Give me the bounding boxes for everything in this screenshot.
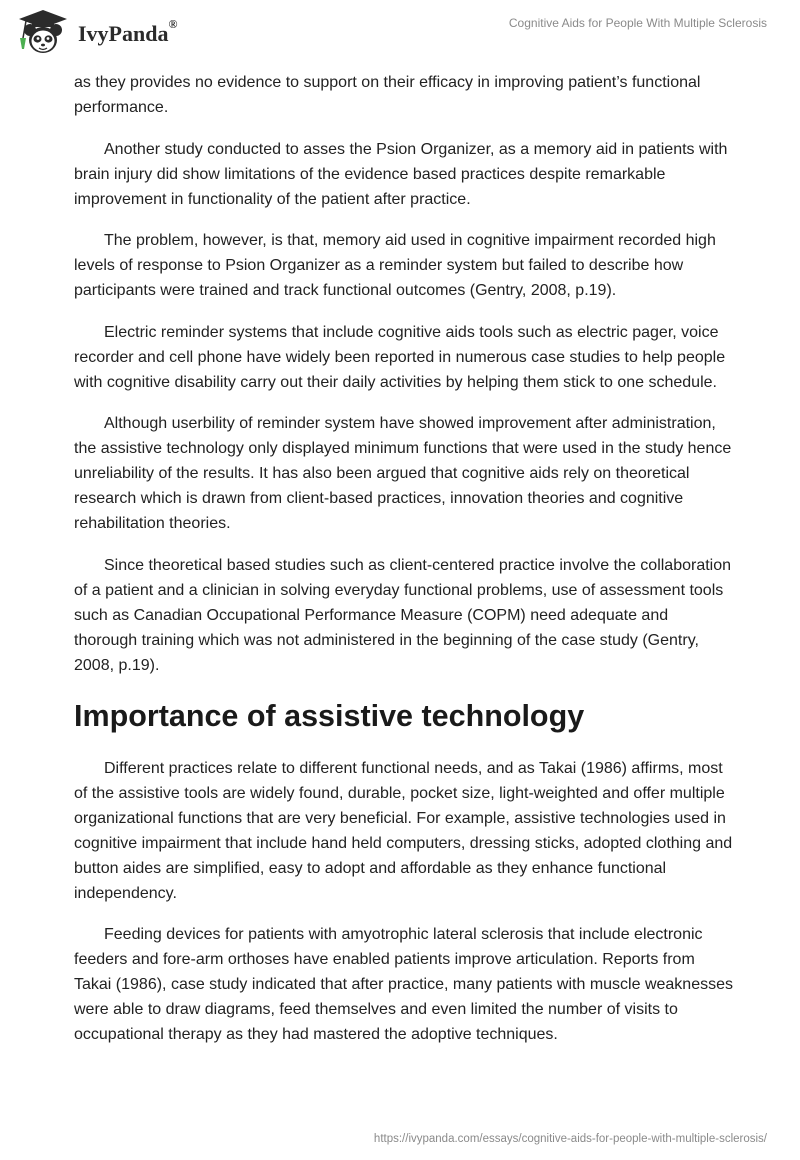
brand-name: IvyPanda®	[78, 17, 178, 46]
paragraph: Since theoretical based studies such as client-centered practice involve the collaboration of a patient and a clinician in solving everyday functional problems, use of assessment tools such as Canadian Occupational Performance Measure (COPM) need adequate and thorough training which was not administered in the beginning of the case study (Gentry, 2008, p.19).	[74, 556, 732, 674]
article-body	[74, 70, 734, 1064]
panda-logo-icon	[14, 8, 72, 58]
source-url[interactable]: https://ivypanda.com/essays/cognitive-aids-for-people-with-multiple-sclerosis/	[373, 1133, 767, 1145]
paragraph: Different practices relate to different functional needs, and as Takai (1986) affirms, most of the assistive tools are widely found, durable, pocket size, light-weighted and offer multiple organizational functions that are very beneficial. For example, assistive technologies used in cognitive impairment that include hand held computers, dressing sticks, adopted clothing and button aides are simplified, easy to adopt and affordable as they enhance functional independency.	[74, 759, 733, 902]
paragraph: as they provides no evidence to support on their efficacy in improving patient’s functional performance.	[74, 74, 701, 116]
paragraph: The problem, however, is that, memory aid used in cognitive impairment recorded high levels of response to Psion Organizer as a reminder system but failed to describe how participants were trained and track functional outcomes (Gentry, 2008, p.19).	[74, 232, 716, 299]
paragraph: Electric reminder systems that include cognitive aids tools such as electric pager, voice recorder and cell phone have widely been reported in numerous case studies to help people with cognitive disability carry out their daily activities by helping them stick to one schedule.	[74, 323, 726, 391]
document-title: Cognitive Aids for People With Multiple Sclerosis	[508, 16, 767, 30]
section-heading: Importance of assistive technology	[74, 698, 585, 733]
paragraph: Although userbility of reminder system have showed improvement after administration, the assistive technology only displayed minimum functions that were used in the study hence unreliability of the results. It has also been argued that cognitive aids rely on theoretical research which is drawn from client-based practices, innovation theories and cognitive rehabilitation theories.	[74, 415, 732, 532]
ivypanda-logo[interactable]	[14, 8, 177, 58]
paragraph: Feeding devices for patients with amyotrophic lateral sclerosis that include electronic feeders and fore-arm orthoses have enabled patients improve articulation. Reports from Takai (1986), case study indicated that after practice, many patients with muscle weaknesses were able to draw diagrams, feed themselves and even limited the number of visits to occupational therapy as they had mastered the adoptive techniques.	[74, 926, 733, 1043]
paragraph: Another study conducted to asses the Psion Organizer, as a memory aid in patients with brain injury did show limitations of the evidence based practices despite remarkable improvement in functionality of the patient after practice.	[74, 140, 728, 208]
page-header	[0, 0, 800, 70]
